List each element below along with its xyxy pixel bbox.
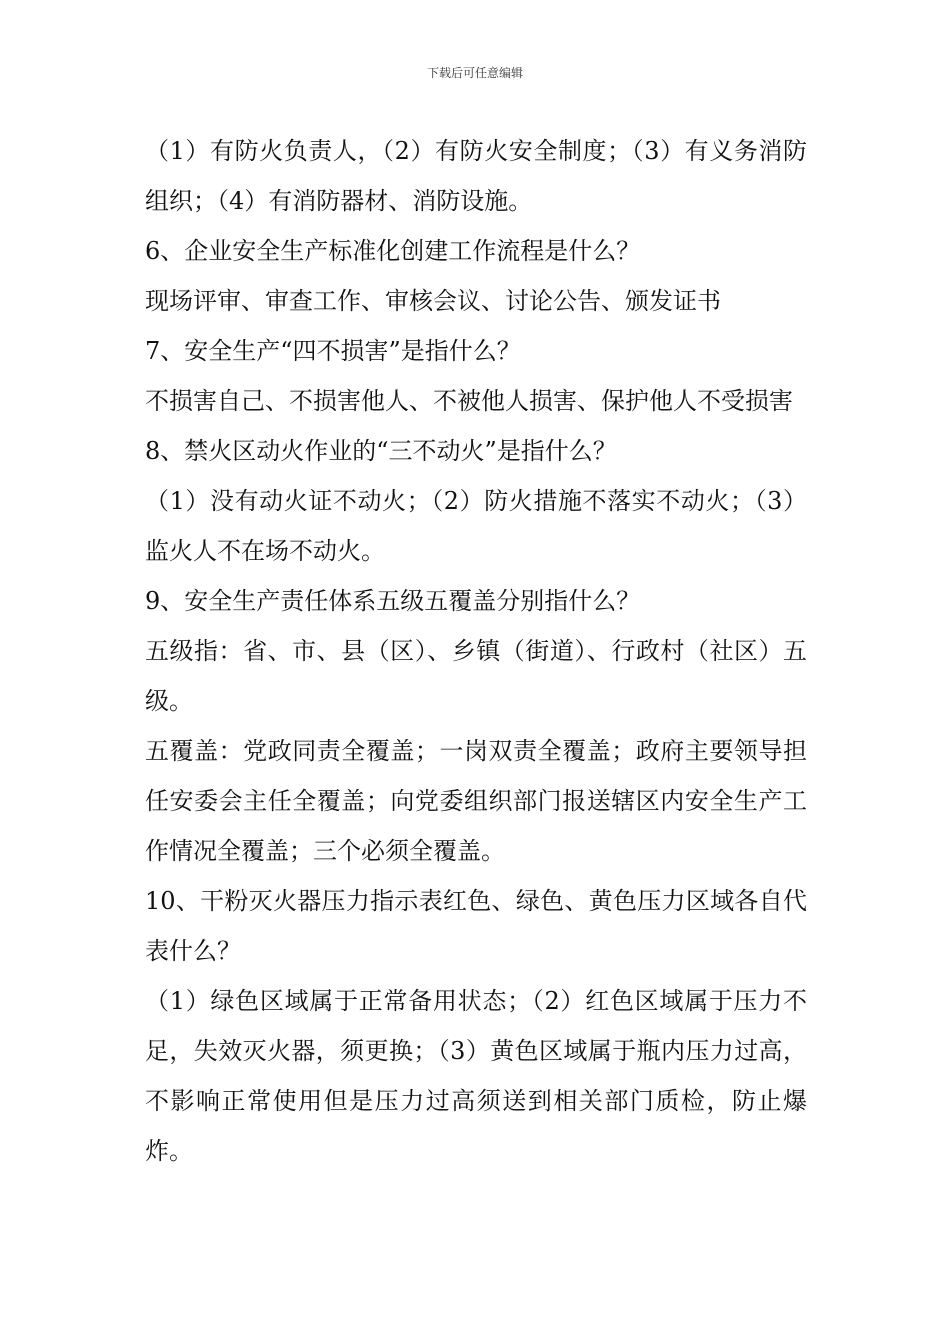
answer-paragraph: 现场评审、审查工作、审核会议、讨论公告、颁发证书 [145,287,721,315]
document-body [145,126,807,1176]
question-heading: 7、安全生产“四不损害”是指什么？ [145,337,521,365]
answer-paragraph: （1）有防火负责人，（2）有防火安全制度；（3）有义务消防组织；（4）有消防器材、消防设施。 [145,137,807,215]
question-heading: 10、干粉灭火器压力指示表红色、绿色、黄色压力区域各自代表什么？ [145,887,807,965]
answer-paragraph: （1）没有动火证不动火；（2）防火措施不落实不动火；（3）监火人不在场不动火。 [145,487,807,565]
answer-paragraph: 五覆盖：党政同责全覆盖；一岗双责全覆盖；政府主要领导担任安委会主任全覆盖；向党委组织部门报送辖区内安全生产工作情况全覆盖；三个必须全覆盖。 [145,737,807,865]
question-heading: 9、安全生产责任体系五级五覆盖分别指什么？ [145,587,641,615]
question-heading: 6、企业安全生产标准化创建工作流程是什么？ [145,237,641,265]
answer-paragraph: 五级指：省、市、县（区）、乡镇（街道）、行政村（社区）五级。 [145,637,807,715]
question-heading: 8、禁火区动火作业的“三不动火”是指什么？ [145,437,617,465]
answer-paragraph: （1）绿色区域属于正常备用状态；（2）红色区域属于压力不足，失效灭火器，须更换；（3）黄色区域属于瓶内压力过高，不影响正常使用但是压力过高须送到相关部门质检，防止爆炸。 [145,987,807,1165]
answer-paragraph: 不损害自己、不损害他人、不被他人损害、保护他人不受损害 [145,387,793,415]
page-header: 下载后可任意编辑 [426,66,523,80]
